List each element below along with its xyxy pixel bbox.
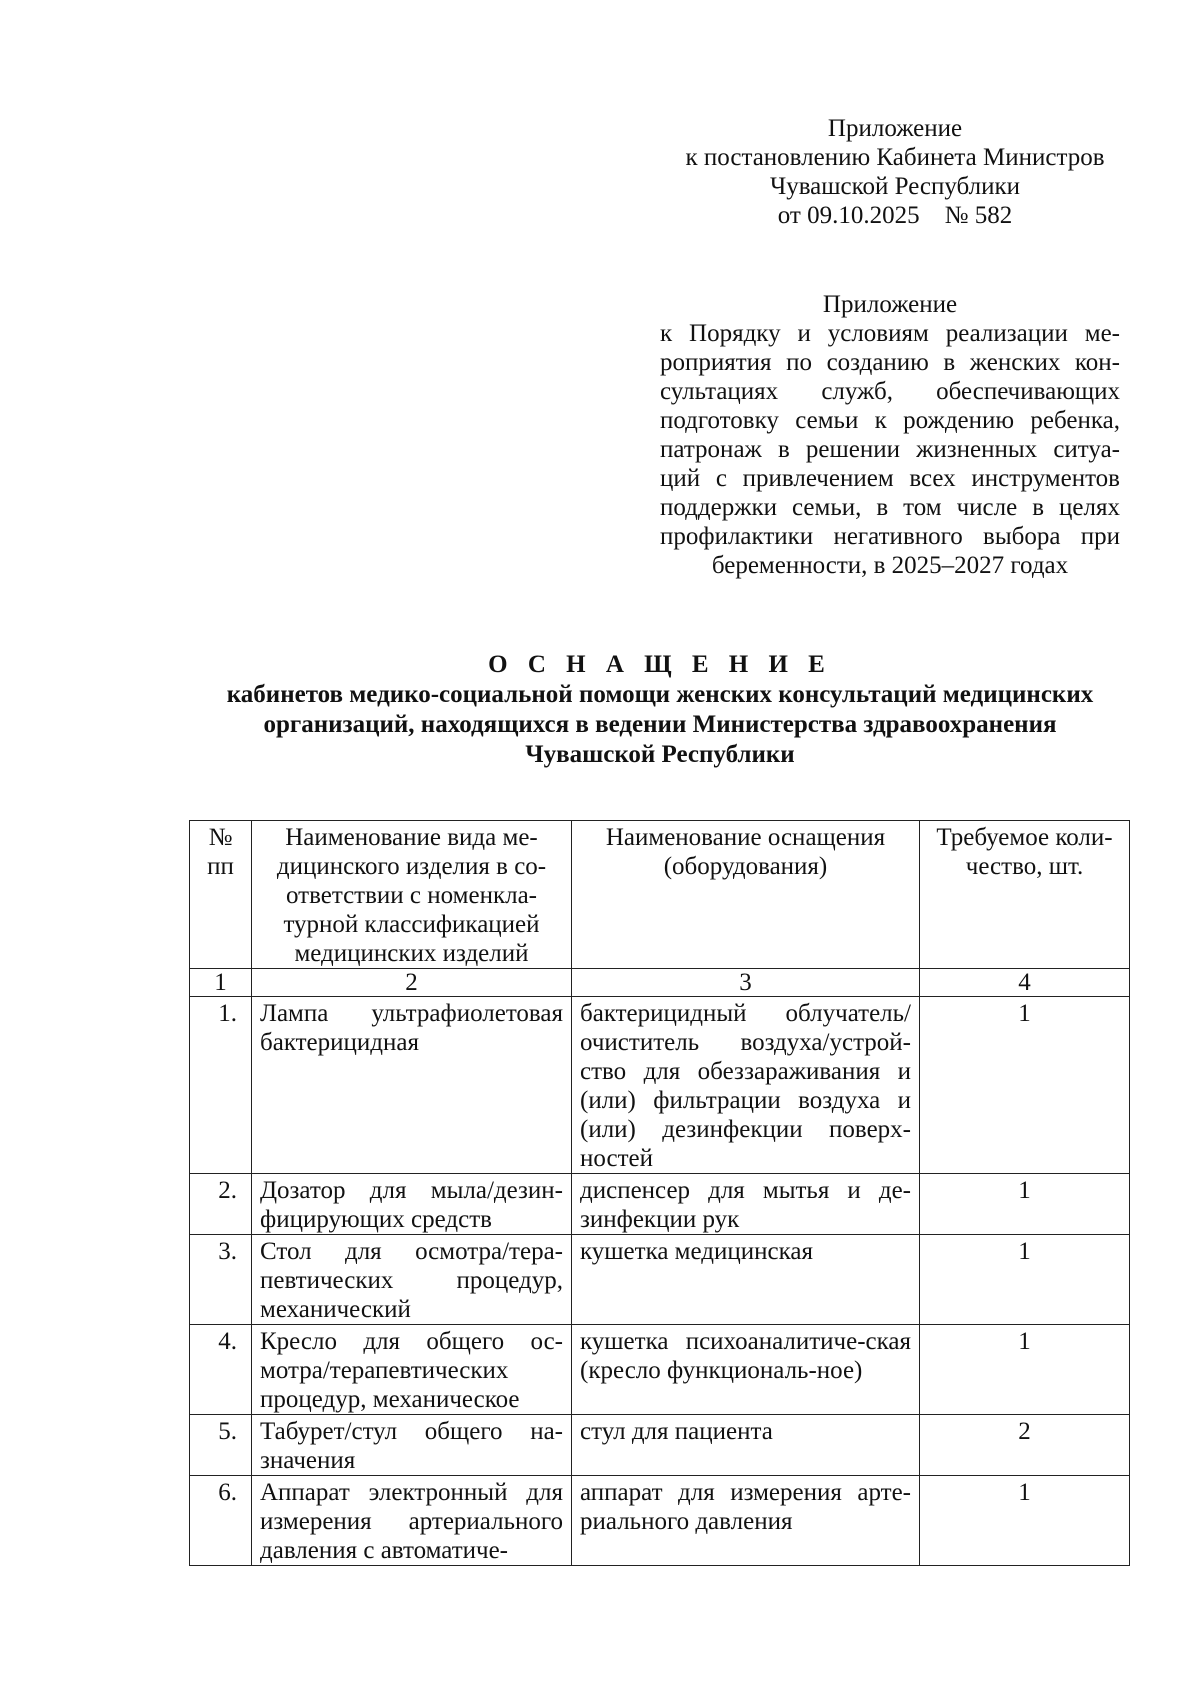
appendix-order-line: профилактики негативного выбора при xyxy=(660,523,1120,550)
row-number: 5. xyxy=(190,1415,252,1476)
table-row xyxy=(190,1476,1130,1566)
row-number: 6. xyxy=(190,1476,252,1566)
heading-line1: кабинетов медико-социальной помощи женских консультаций медицинских xyxy=(226,681,1094,708)
heading-title: О С Н А Щ Е Н И Е xyxy=(488,651,832,678)
column-number: 1 xyxy=(190,969,252,997)
header-quantity: Требуемое коли-чество, шт. xyxy=(920,821,1130,969)
column-number: 3 xyxy=(572,969,920,997)
row-number: 2. xyxy=(190,1174,252,1235)
row-quantity: 1 xyxy=(920,1325,1130,1415)
row-number: 3. xyxy=(190,1235,252,1325)
row-kind: Аппарат электронный для измерения артериального давления с автоматиче- xyxy=(252,1476,572,1566)
appendix-main-line1: к постановлению Кабинета Министров xyxy=(685,144,1105,171)
table-row xyxy=(190,1325,1130,1415)
appendix-order-line: сультациях служб, обеспечивающих xyxy=(660,378,1120,405)
row-equipment: аппарат для измерения арте-риального давления xyxy=(572,1476,920,1566)
equipment-table xyxy=(189,820,1130,1566)
column-numbers-row xyxy=(190,969,1130,997)
row-kind: Стол для осмотра/тера-певтических процедур, механический xyxy=(252,1235,572,1325)
row-equipment: кушетка психоаналитиче-ская (кресло функциональ-ное) xyxy=(572,1325,920,1415)
header-number: № пп xyxy=(190,821,252,969)
row-quantity: 1 xyxy=(920,1476,1130,1566)
heading-line2: организаций, находящихся в ведении Министерства здравоохранения xyxy=(263,711,1057,738)
row-quantity: 1 xyxy=(920,997,1130,1174)
appendix-main-block xyxy=(655,114,1135,230)
table-header-row xyxy=(190,821,1130,969)
appendix-main-line2: Чувашской Республики xyxy=(769,173,1021,200)
heading-line3: Чувашской Республики xyxy=(525,741,795,768)
row-number: 1. xyxy=(190,997,252,1174)
header-kind: Наименование вида ме-дицинского изделия в со-ответствии с номенкла-турной классификацией медицинских изделий xyxy=(252,821,572,969)
row-kind: Дозатор для мыла/дезин-фицирующих средств xyxy=(252,1174,572,1235)
table-row xyxy=(190,1174,1130,1235)
appendix-order-line: подготовку семьи к рождению ребенка, xyxy=(660,407,1120,434)
row-equipment: диспенсер для мытья и де-зинфекции рук xyxy=(572,1174,920,1235)
appendix-order-last-line: беременности, в 2025–2027 годах xyxy=(711,552,1069,579)
appendix-order-line: роприятия по созданию в женских кон- xyxy=(660,349,1120,376)
appendix-order-line: ций с привлечением всех инструментов xyxy=(660,465,1120,492)
column-number: 2 xyxy=(252,969,572,997)
row-quantity: 1 xyxy=(920,1174,1130,1235)
appendix-main-date: от 09.10.2025 № 582 xyxy=(777,202,1013,229)
row-equipment: стул для пациента xyxy=(572,1415,920,1476)
row-kind: Лампа ультрафиолетовая бактерицидная xyxy=(252,997,572,1174)
appendix-order-block xyxy=(660,290,1120,580)
document-heading xyxy=(160,650,1160,770)
appendix-order-line: к Порядку и условиям реализации ме- xyxy=(660,320,1120,347)
row-quantity: 1 xyxy=(920,1235,1130,1325)
row-kind: Кресло для общего ос-мотра/терапевтических процедур, механическое xyxy=(252,1325,572,1415)
row-number: 4. xyxy=(190,1325,252,1415)
table-row xyxy=(190,997,1130,1174)
row-equipment: бактерицидный облучатель/ очиститель воздуха/устрой-ство для обеззараживания и (или) фильтрации воздуха и (или) дезинфекции поверх-ностей xyxy=(572,997,920,1174)
table-row xyxy=(190,1415,1130,1476)
row-equipment: кушетка медицинская xyxy=(572,1235,920,1325)
appendix-order-title: Приложение xyxy=(822,291,958,318)
appendix-order-line: поддержки семьи, в том числе в целях xyxy=(660,494,1120,521)
row-kind: Табурет/стул общего на-значения xyxy=(252,1415,572,1476)
header-equipment: Наименование оснащения (оборудования) xyxy=(572,821,920,969)
appendix-order-line: патронаж в решении жизненных ситуа- xyxy=(660,436,1120,463)
row-quantity: 2 xyxy=(920,1415,1130,1476)
table-row xyxy=(190,1235,1130,1325)
appendix-main-title: Приложение xyxy=(827,115,963,142)
column-number: 4 xyxy=(920,969,1130,997)
